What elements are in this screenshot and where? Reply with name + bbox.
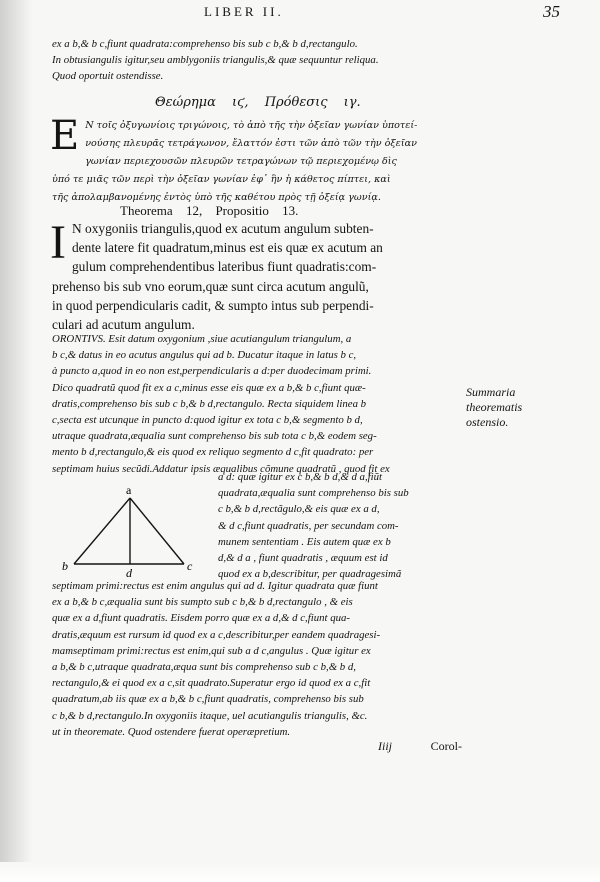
commentary-line: c b,& b d,rectangulo.In oxygoniis itaque, uel acutiangulis triangulis, &c.: [52, 709, 368, 722]
commentary-line: ut in theoremate. Quod ostendere fuerat operæpretium.: [52, 725, 291, 738]
latin-proposition-text: [50, 216, 462, 334]
triangle-diagram: [56, 484, 216, 582]
label-d: d: [126, 566, 132, 580]
text-line: In obtusiangulis igitur,seu amblygoniis triangulis,& quæ sequuntur reliqua.: [52, 54, 379, 67]
commentary-line: & d c,fiunt quadratis, per secundam com-: [218, 519, 399, 532]
commentary-line: quod ex a b,describitur, per quadragesimã: [218, 568, 402, 581]
commentary-line: ex a b,& b c,æqualia sunt bis sumpto sub c b,& b d,rectangulo , & eis: [52, 596, 353, 609]
gutter-shadow: [0, 0, 32, 882]
commentary-line: quadratum,ab iis quæ ex a b,& b c,fiunt quadratis, comprehenso bis sub: [52, 693, 364, 706]
running-head: [150, 4, 570, 26]
greek-line: γωνίαν περιεχουσῶν πλευρῶν τετραγώνων τῷ περιεχομένῳ δὶς: [85, 156, 397, 167]
commentary-line: quæ ex a d,fiunt quadratis. Eisdem porro quæ ex a d,& d c,fiunt qua-: [52, 612, 350, 625]
latin-theorem-heading: [120, 203, 440, 219]
commentary-line: Dico quadratũ quod fit ex a c,minus esse eis quæ ex a b,& b c,fiunt quæ-: [52, 381, 366, 394]
triangle-figure: [56, 484, 216, 582]
commentary-line: septimam primi:rectus est enim angulus qui ad d. Igitur quadrata quæ fiunt: [52, 580, 378, 592]
latin-drop-initial: I: [50, 216, 66, 269]
margin-note-line: ostensio.: [466, 415, 509, 429]
commentary-beside-figure: [218, 469, 458, 582]
commentary-line: ORONTIVS. Esit datum oxygonium ,siue acutiangulum triangulum, a: [52, 333, 352, 345]
margin-note: [466, 385, 576, 430]
catchword: Corol-: [430, 739, 462, 753]
commentary-line: dratis,comprehenso bis sub c b,& b d,rectangulo. Recta siquidem linea b: [52, 397, 367, 410]
commentary-line: quadrata,æqualia sunt comprehenso bis sub: [218, 487, 409, 500]
commentary-line: mento b d,rectangulo,& eis quod ex reliquo segmento d c,fit quadrato: per: [52, 446, 374, 459]
commentary-line: mamseptimam primi:rectus est enim,qui sub a d c,angulus . Quæ igitur ex: [52, 644, 371, 657]
margin-note-line: Summaria: [466, 385, 516, 399]
commentary-line: rectangulo,& ei quod ex a c,sit quadrato.Superatur ergo id quod ex a c,fit: [52, 677, 371, 690]
commentary-line: a b,& b c,utraque quadrata,æqua sunt bis comprehenso sub c b,& b d,: [52, 660, 356, 673]
greek-line: Ν τοῖς ὀξυγωνίοις τριγώνοις, τὸ ἀπὸ τῆς τὴν ὀξεῖαν γωνίαν ὑποτεί-: [85, 120, 418, 131]
latin-line: gulum comprehendentibus lateribus fiunt quadratis:com-: [71, 259, 377, 275]
commentary-line: a d: quæ igitur ex c b,& b d,& d a,fiũt: [218, 471, 383, 483]
margin-note-line: theorematis: [466, 400, 523, 414]
label-c: c: [187, 559, 193, 573]
commentary-line: dratis,æquum est rursum id quod ex a c,describitur,per eandem quadragesi-: [52, 628, 381, 641]
latin-line: culari ad acutum angulum.: [52, 316, 195, 332]
theorem-label: Theorema 12,: [120, 203, 203, 218]
commentary-line: munem sententiam . Eis autem quæ ex b: [218, 535, 391, 548]
greek-line: ὑπό τε μιᾶς τῶν περὶ τὴν ὀξεῖαν γωνίαν ἐφ᾽ ἣν ἡ κάθετος πίπτει, καὶ: [52, 174, 391, 185]
page-number: 35: [543, 2, 560, 21]
greek-theorem-heading: [155, 95, 475, 110]
latin-line: dente latere fit quadratum,minus est eis quæ ex acutum an: [71, 240, 383, 256]
commentary-line: d,& d a , fiunt quadratis , æquum est id: [218, 551, 388, 564]
running-title: LIBER II.: [204, 4, 284, 19]
page-footer: [350, 739, 460, 759]
side-ab: [74, 498, 130, 564]
greek-theorem-label: Θεώρημα ιϛ,: [155, 95, 249, 110]
commentary-line: à puncto a,quod in eo non est,perpendicularis a d:per duodecimam primi.: [52, 365, 372, 378]
commentary-line: septimam huius secũdi.Addatur ipsis æqualibus cõmune quadratũ , quod fit ex: [52, 462, 390, 475]
page-edge: [0, 862, 600, 882]
intro-text: [52, 36, 462, 85]
latin-line: prehenso bis sub vno eorum,quæ sunt circa acutum angulũ,: [52, 278, 369, 294]
commentary-line: b c,& datus in eo acutus angulus qui ad b. Ducatur itaque in latus b c,: [52, 349, 357, 362]
greek-line: νούσης πλευρᾶς τετράγωνον, ἔλαττόν ἐστι τῶν ἀπὸ τῶν τὴν ὀξεῖαν: [85, 138, 417, 149]
greek-proposition-label: Πρόθεσις ιγ.: [264, 95, 361, 110]
greek-line: τῆς ἀπολαμβανομένης ἐντὸς ὑπὸ τῆς καθέτου πρὸς τῇ ὀξείᾳ γωνίᾳ.: [52, 192, 381, 203]
greek-proposition-text: [50, 113, 467, 207]
commentary-top: [52, 331, 462, 477]
label-b: b: [62, 559, 68, 573]
commentary-line: utraque quadrata,æqualia sunt comprehenso bis sub tota c b,& eodem seg-: [52, 430, 377, 443]
latin-line: N oxygoniis triangulis,quod ex acutum angulum subten-: [71, 221, 374, 236]
commentary-bottom: [52, 578, 462, 740]
commentary-line: c,secta est utcunque in puncto d:quod igitur ex tota c b,& segmento b d,: [52, 413, 363, 426]
label-a: a: [126, 484, 132, 497]
side-ac: [130, 498, 184, 564]
latin-line: in quod perpendicularis cadit, & sumpto intus sub perpendi-: [52, 297, 374, 313]
signature-mark: Iiij: [378, 739, 392, 753]
greek-drop-initial: Ε: [50, 113, 80, 159]
proposition-label: Propositio 13.: [215, 203, 299, 218]
text-line: ex a b,& b c,fiunt quadrata:comprehenso bis sub c b,& b d,rectangulo.: [52, 38, 358, 50]
commentary-line: c b,& b d,rectãgulo,& eis quæ ex a d,: [218, 503, 380, 516]
text-line: Quod oportuit ostendisse.: [52, 70, 164, 83]
